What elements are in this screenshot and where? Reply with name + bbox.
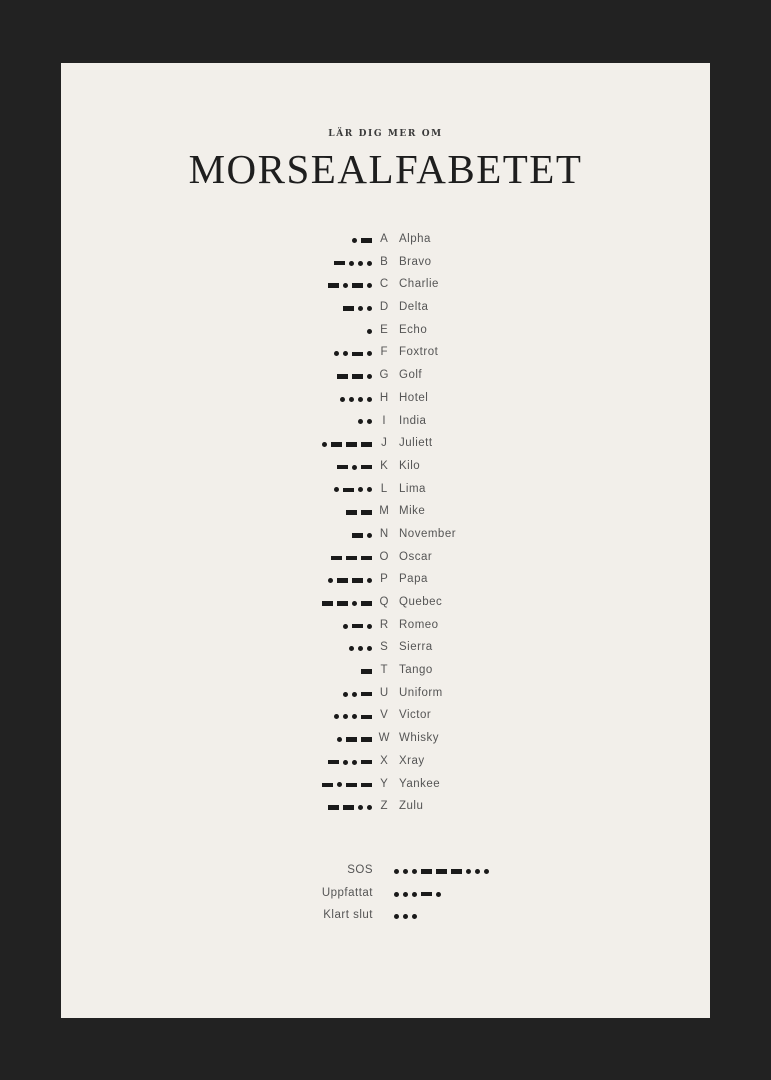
phonetic-word: Victor [399, 709, 432, 722]
morse-dash-icon [352, 533, 363, 538]
morse-dash-icon [361, 442, 372, 447]
extra-label: Uppfattat [321, 886, 373, 899]
letter-label: F [380, 346, 388, 359]
morse-dot-icon [334, 714, 339, 719]
morse-dot-icon [352, 238, 357, 243]
morse-dash-icon [331, 442, 342, 447]
morse-dash-icon [352, 624, 363, 629]
phonetic-word: Zulu [399, 800, 424, 813]
phonetic-word: Hotel [399, 391, 429, 404]
morse-dot-icon [358, 397, 363, 402]
morse-code [337, 456, 372, 479]
morse-dash-icon [346, 556, 357, 561]
morse-dash-icon [328, 760, 339, 765]
alphabet-row [61, 524, 710, 547]
morse-code [352, 229, 372, 252]
morse-code [334, 342, 372, 365]
morse-dot-icon [367, 374, 372, 379]
morse-dot-icon [358, 306, 363, 311]
morse-dash-icon [436, 869, 447, 874]
alphabet-row [61, 297, 710, 320]
morse-dot-icon [436, 892, 441, 897]
morse-dash-icon [346, 442, 357, 447]
morse-dash-icon [361, 510, 372, 515]
morse-dot-icon [349, 646, 354, 651]
extra-label: Klart slut [323, 909, 373, 922]
morse-dot-icon [403, 892, 408, 897]
letter-label: J [381, 437, 387, 450]
morse-dash-icon [337, 601, 348, 606]
phonetic-word: Lima [399, 482, 426, 495]
phonetic-word: Foxtrot [399, 346, 439, 359]
alphabet-row [61, 342, 710, 365]
morse-dot-icon [352, 692, 357, 697]
extra-row [61, 883, 710, 906]
letter-label: G [379, 369, 389, 382]
morse-dash-icon [346, 510, 357, 515]
morse-dot-icon [334, 487, 339, 492]
morse-dot-icon [412, 892, 417, 897]
morse-dash-icon [361, 760, 372, 765]
letter-label: L [380, 482, 388, 495]
phonetic-word: Romeo [399, 618, 439, 631]
letter-label: Z [380, 800, 388, 813]
phonetic-word: Xray [399, 754, 425, 767]
letter-label: I [382, 414, 386, 427]
morse-dash-icon [343, 805, 354, 810]
morse-code [343, 615, 372, 638]
morse-code [328, 569, 372, 592]
morse-dot-icon [367, 329, 372, 334]
morse-dash-icon [361, 737, 372, 742]
morse-code [340, 388, 372, 411]
letter-label: Y [380, 777, 388, 790]
morse-dash-icon [361, 669, 372, 674]
morse-dot-icon [343, 624, 348, 629]
letter-label: U [379, 686, 389, 699]
letter-label: C [379, 278, 389, 291]
letter-label: S [380, 641, 388, 654]
morse-dash-icon [334, 261, 345, 266]
phonetic-word: Echo [399, 323, 428, 336]
morse-code [337, 728, 372, 751]
morse-dot-icon [475, 869, 480, 874]
extra-row [61, 905, 710, 928]
morse-dot-icon [352, 714, 357, 719]
alphabet-row [61, 796, 710, 819]
morse-code [322, 592, 372, 615]
morse-code [352, 524, 372, 547]
letter-label: M [379, 505, 389, 518]
extra-label: SOS [347, 864, 373, 876]
morse-code [331, 547, 372, 570]
morse-dash-icon [343, 488, 354, 493]
morse-dot-icon [337, 782, 342, 787]
morse-dash-icon [328, 805, 339, 810]
morse-dash-icon [346, 737, 357, 742]
morse-dot-icon [367, 283, 372, 288]
phonetic-word: Juliett [399, 437, 433, 450]
alphabet-row [61, 774, 710, 797]
alphabet-row [61, 683, 710, 706]
morse-dash-icon [361, 783, 372, 788]
morse-dot-icon [352, 601, 357, 606]
morse-dot-icon [412, 869, 417, 874]
letter-label: V [380, 709, 388, 722]
poster-kicker: LÄR DIG MER OM [328, 129, 443, 139]
letter-label: H [379, 391, 389, 404]
morse-dash-icon [337, 578, 348, 583]
phonetic-word: Mike [399, 505, 426, 518]
morse-code [334, 252, 372, 275]
alphabet-row [61, 274, 710, 297]
morse-dash-icon [322, 783, 333, 788]
morse-dash-icon [352, 578, 363, 583]
letter-label: R [379, 618, 389, 631]
poster-title: MORSEALFABETET [188, 146, 583, 192]
morse-code [367, 320, 372, 343]
morse-extras-list [61, 860, 710, 928]
extra-row [61, 860, 710, 883]
phonetic-word: Yankee [399, 777, 441, 790]
phonetic-word: Alpha [399, 233, 431, 245]
alphabet-row [61, 728, 710, 751]
morse-code [334, 479, 372, 502]
alphabet-row [61, 501, 710, 524]
morse-dash-icon [346, 783, 357, 788]
letter-label: O [379, 550, 389, 563]
morse-dash-icon [328, 283, 339, 288]
phonetic-word: Quebec [399, 596, 443, 608]
morse-dot-icon [367, 487, 372, 492]
morse-dot-icon [322, 442, 327, 447]
phonetic-word: Tango [399, 664, 433, 677]
alphabet-row [61, 411, 710, 434]
morse-dot-icon [358, 261, 363, 266]
morse-code [328, 796, 372, 819]
letter-label: Q [379, 596, 389, 608]
morse-dot-icon [367, 351, 372, 356]
letter-label: D [379, 301, 389, 314]
morse-code [337, 365, 372, 388]
morse-dot-icon [358, 805, 363, 810]
morse-dot-icon [328, 578, 333, 583]
morse-dot-icon [403, 869, 408, 874]
morse-code [394, 905, 417, 928]
morse-dot-icon [412, 914, 417, 919]
morse-dot-icon [337, 737, 342, 742]
morse-dash-icon [361, 238, 372, 243]
morse-dash-icon [421, 869, 432, 874]
morse-dot-icon [343, 283, 348, 288]
letter-label: W [378, 732, 390, 745]
morse-dash-icon [337, 374, 348, 379]
morse-dot-icon [403, 914, 408, 919]
morse-dot-icon [343, 351, 348, 356]
morse-dash-icon [322, 601, 333, 606]
morse-dot-icon [394, 869, 399, 874]
morse-code [328, 274, 372, 297]
letter-label: N [379, 527, 389, 540]
phonetic-word: Papa [399, 573, 428, 586]
morse-dot-icon [358, 646, 363, 651]
morse-code [328, 751, 372, 774]
morse-dot-icon [358, 419, 363, 424]
phonetic-word: Sierra [399, 641, 433, 654]
morse-dot-icon [358, 487, 363, 492]
morse-dot-icon [352, 760, 357, 765]
alphabet-row [61, 433, 710, 456]
phonetic-word: November [399, 527, 457, 540]
phonetic-word: Bravo [399, 255, 432, 268]
morse-code [349, 637, 372, 660]
letter-label: A [380, 233, 388, 245]
morse-dot-icon [349, 261, 354, 266]
morse-dot-icon [343, 760, 348, 765]
morse-dot-icon [352, 465, 357, 470]
morse-dot-icon [367, 805, 372, 810]
morse-dash-icon [361, 556, 372, 561]
morse-code [343, 297, 372, 320]
phonetic-word: Delta [399, 301, 429, 314]
morse-dot-icon [394, 914, 399, 919]
morse-code [343, 683, 372, 706]
alphabet-row [61, 569, 710, 592]
morse-dash-icon [361, 601, 372, 606]
alphabet-row [61, 592, 710, 615]
morse-dot-icon [367, 306, 372, 311]
alphabet-row [61, 637, 710, 660]
morse-code [394, 883, 441, 906]
alphabet-row [61, 456, 710, 479]
alphabet-row [61, 660, 710, 683]
morse-code [361, 660, 372, 683]
morse-dash-icon [331, 556, 342, 561]
morse-dot-icon [367, 624, 372, 629]
alphabet-row [61, 320, 710, 343]
morse-dash-icon [343, 306, 354, 311]
letter-label: K [380, 459, 388, 472]
morse-dot-icon [343, 714, 348, 719]
alphabet-row [61, 615, 710, 638]
alphabet-row [61, 547, 710, 570]
morse-dot-icon [367, 419, 372, 424]
poster [61, 63, 710, 1018]
morse-dash-icon [361, 692, 372, 697]
morse-dot-icon [394, 892, 399, 897]
alphabet-row [61, 388, 710, 411]
letter-label: B [380, 255, 388, 268]
morse-alphabet-list [61, 229, 710, 819]
morse-dot-icon [367, 578, 372, 583]
morse-dash-icon [337, 465, 348, 470]
morse-code [394, 860, 489, 883]
morse-code [346, 501, 372, 524]
morse-dash-icon [352, 283, 363, 288]
alphabet-row [61, 365, 710, 388]
phonetic-word: Uniform [399, 686, 443, 699]
morse-dot-icon [343, 692, 348, 697]
alphabet-row [61, 252, 710, 275]
letter-label: T [380, 664, 388, 677]
morse-dot-icon [367, 397, 372, 402]
morse-dash-icon [421, 892, 432, 897]
phonetic-word: Charlie [399, 278, 439, 291]
phonetic-word: India [399, 414, 427, 427]
morse-code [322, 774, 372, 797]
morse-dash-icon [352, 374, 363, 379]
morse-dot-icon [367, 646, 372, 651]
morse-dash-icon [352, 352, 363, 357]
phonetic-word: Whisky [399, 732, 440, 745]
morse-dot-icon [367, 533, 372, 538]
letter-label: P [380, 573, 388, 586]
morse-dash-icon [361, 465, 372, 470]
morse-dash-icon [361, 715, 372, 720]
morse-dot-icon [466, 869, 471, 874]
phonetic-word: Kilo [399, 459, 421, 472]
letter-label: E [380, 323, 388, 336]
morse-code [334, 705, 372, 728]
morse-code [322, 433, 372, 456]
alphabet-row [61, 479, 710, 502]
morse-code [358, 411, 372, 434]
morse-dot-icon [349, 397, 354, 402]
alphabet-row [61, 751, 710, 774]
morse-dot-icon [484, 869, 489, 874]
letter-label: X [380, 754, 388, 767]
morse-dash-icon [451, 869, 462, 874]
morse-dot-icon [367, 261, 372, 266]
phonetic-word: Golf [399, 369, 423, 382]
morse-dot-icon [340, 397, 345, 402]
alphabet-row [61, 705, 710, 728]
phonetic-word: Oscar [399, 550, 433, 563]
alphabet-row [61, 229, 710, 252]
morse-dot-icon [334, 351, 339, 356]
